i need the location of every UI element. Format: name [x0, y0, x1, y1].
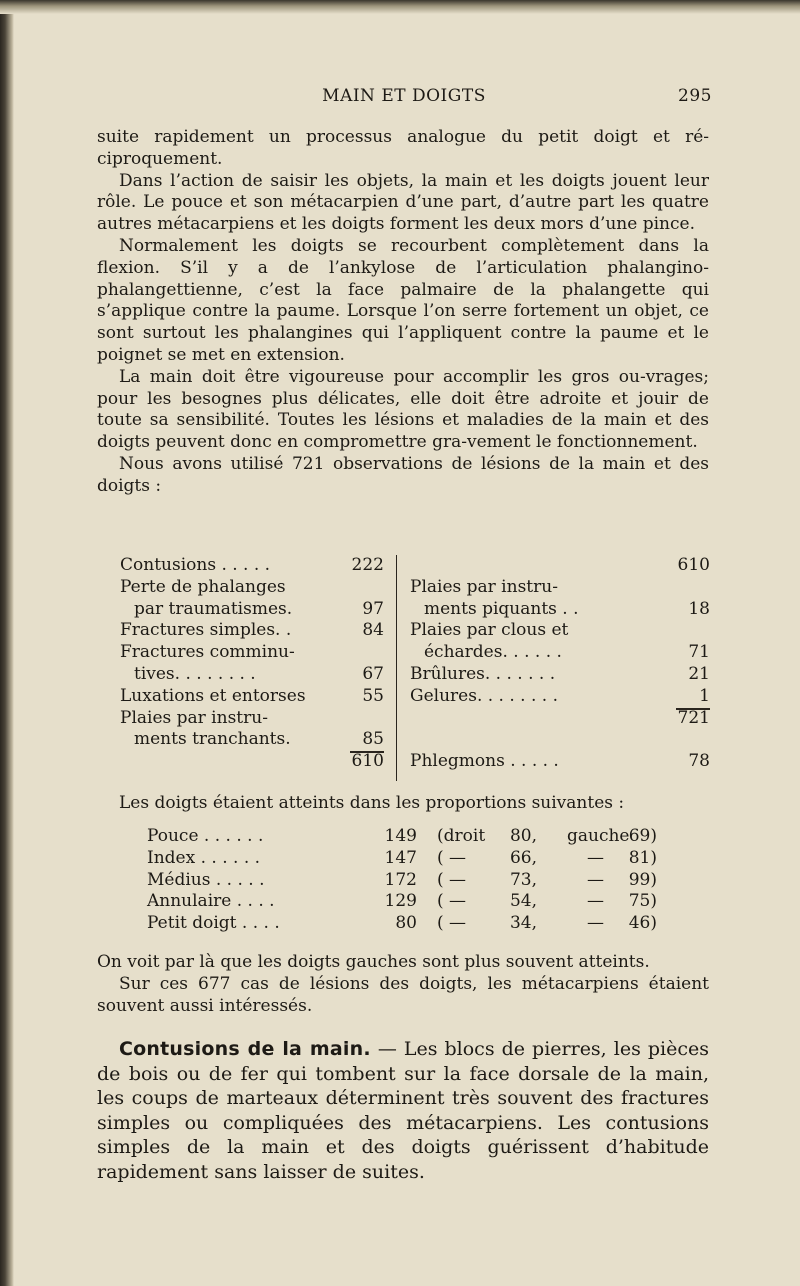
table-total-row	[120, 751, 384, 773]
column-divider	[396, 555, 397, 781]
finger-total: 129	[384, 891, 417, 912]
gauche-value: 99)	[628, 869, 657, 890]
section-paragraph	[97, 1037, 709, 1185]
droit-label: ( —	[437, 913, 467, 934]
table-row	[120, 729, 384, 751]
paragraph: suite rapidement un processus analogue du petit doigt et ré-ciproquement.	[97, 127, 709, 169]
finger-label: Pouce . . . . . .	[147, 826, 264, 846]
row-label: Fractures simples. .	[120, 620, 292, 641]
table-row	[410, 599, 710, 621]
table-row	[120, 577, 384, 599]
row-value: 78	[688, 751, 710, 772]
row-label: Luxations et entorses	[120, 685, 306, 706]
droit-value: 66,	[509, 847, 537, 868]
right-total: 721	[677, 707, 710, 728]
finger-total: 80	[395, 913, 417, 934]
section-heading: Contusions de la main.	[119, 1038, 371, 1060]
row-label: par traumatismes.	[134, 598, 293, 619]
row-value: 67	[362, 663, 384, 684]
table-row	[410, 577, 710, 599]
row-label: Perte de phalanges	[120, 576, 286, 597]
finger-label: Médius . . . . .	[147, 869, 265, 890]
row-value: 71	[688, 642, 710, 663]
table-row	[410, 729, 710, 751]
page-number: 295	[678, 86, 712, 106]
table-row	[120, 686, 384, 708]
gauche-label: —	[587, 869, 604, 890]
droit-label: (droit	[437, 826, 486, 846]
row-value: 222	[351, 555, 384, 575]
table-row	[147, 826, 667, 848]
table-total-row	[410, 708, 710, 730]
row-label: Plaies par instru-	[410, 576, 558, 597]
row-label: ments tranchants.	[134, 729, 291, 750]
gauche-label: —	[587, 891, 604, 912]
droit-value: 54,	[509, 891, 537, 912]
table-row	[120, 708, 384, 730]
finger-label: Index . . . . . .	[147, 847, 261, 868]
table-row	[147, 891, 667, 913]
table-row	[410, 664, 710, 686]
table-row	[410, 751, 710, 773]
proportions-table	[147, 826, 667, 935]
lesions-table	[120, 555, 710, 783]
finger-label: Annulaire . . . .	[147, 891, 275, 912]
lesions-table-left-column	[120, 555, 384, 773]
body-text-top	[97, 127, 709, 498]
gauche-label: —	[587, 913, 604, 934]
gauche-value: 75)	[628, 891, 657, 912]
lesions-table-right-column	[410, 555, 710, 773]
row-value: 97	[362, 598, 384, 619]
droit-label: ( —	[437, 891, 467, 912]
running-head-title: MAIN ET DOIGTS	[322, 86, 486, 106]
carried-total: 610	[677, 555, 710, 575]
row-value: 55	[362, 685, 384, 706]
paragraph: Sur ces 677 cas de lésions des doigts, les métacarpiens étaient souvent aussi intéressés.	[97, 973, 709, 1016]
finger-total: 147	[384, 847, 417, 868]
droit-value: 73,	[509, 869, 537, 890]
row-label: ments piquants . .	[424, 598, 579, 619]
row-value: 85	[362, 729, 384, 750]
gauche-label: —	[587, 847, 604, 868]
gauche-value: 81)	[628, 847, 657, 868]
gauche-value: 69)	[628, 826, 657, 846]
gauche-label: gauche	[567, 826, 630, 846]
row-label: échardes. . . . . .	[424, 642, 562, 663]
proportions-intro	[97, 793, 709, 815]
table-row	[120, 620, 384, 642]
row-value: 84	[362, 620, 384, 641]
section-contusions	[97, 1037, 709, 1185]
section-text: — Les blocs de pierres, les pièces de bois ou de fer qui tombent sur la face dorsale de la main, les coups de marteaux déterminent très souvent des fractures simples ou compliquées des métacarpiens. Les contusions simples de la main et des doigts guérissent d’habitude rapidement sans laisser de suites.	[97, 1038, 709, 1183]
row-label: tives. . . . . . . .	[134, 663, 256, 684]
table-row	[410, 642, 710, 664]
finger-total: 172	[384, 869, 417, 890]
droit-value: 34,	[509, 913, 537, 934]
row-label: Contusions . . . . .	[120, 555, 271, 575]
left-total: 610	[351, 751, 384, 772]
table-row	[120, 599, 384, 621]
paragraph: Dans l’action de saisir les objets, la main et les doigts jouent leur rôle. Le pouce et son métacarpien d’une part, d’autre part les quatre autres métacarpiens et les doigts forment les deux mors d’une pince.	[97, 170, 709, 235]
row-label: Gelures. . . . . . . .	[410, 685, 558, 706]
row-label: Phlegmons . . . . .	[410, 751, 559, 772]
droit-value: 80,	[509, 826, 537, 846]
running-head	[96, 86, 712, 112]
paragraph: La main doit être vigoureuse pour accomplir les gros ou-vrages; pour les besognes plus délicates, elle doit être adroite et jouir de toute sa sensibilité. Toutes les lésions et maladies de la main et des doigts peuvent donc en compromettre gra-vement le fonctionnement.	[97, 366, 709, 453]
table-row	[147, 913, 667, 935]
row-label: Plaies par instru-	[120, 707, 268, 728]
table-row	[147, 848, 667, 870]
droit-label: ( —	[437, 847, 467, 868]
body-text-bottom	[97, 952, 709, 1017]
paragraph: Normalement les doigts se recourbent complètement dans la flexion. S’il y a de l’ankylose de l’articulation phalangino-phalangettienne, c’est la face palmaire de la phalangette qui s’applique contre la paume. Lorsque l’on serre fortement un objet, ce sont surtout les phalangines qui l’appliquent contre la paume et le poignet se met en extension.	[97, 235, 709, 365]
table-row	[410, 555, 710, 577]
row-value: 21	[688, 663, 710, 684]
table-row	[410, 620, 710, 642]
table-row	[147, 870, 667, 892]
row-value: 18	[688, 598, 710, 619]
table-row	[410, 686, 710, 708]
table-row	[120, 555, 384, 577]
row-label: Plaies par clous et	[410, 620, 569, 641]
paragraph: On voit par là que les doigts gauches sont plus souvent atteints.	[97, 952, 650, 972]
row-label: Fractures comminu-	[120, 642, 295, 663]
gauche-value: 46)	[628, 913, 657, 934]
paragraph: Les doigts étaient atteints dans les proportions suivantes :	[119, 793, 625, 813]
table-row	[120, 664, 384, 686]
finger-total: 149	[384, 826, 417, 846]
paragraph: Nous avons utilisé 721 observations de lésions de la main et des doigts :	[97, 453, 709, 496]
droit-label: ( —	[437, 869, 467, 890]
row-label: Brûlures. . . . . . .	[410, 663, 556, 684]
row-value: 1	[699, 685, 710, 706]
finger-label: Petit doigt . . . .	[147, 913, 280, 934]
table-row	[120, 642, 384, 664]
